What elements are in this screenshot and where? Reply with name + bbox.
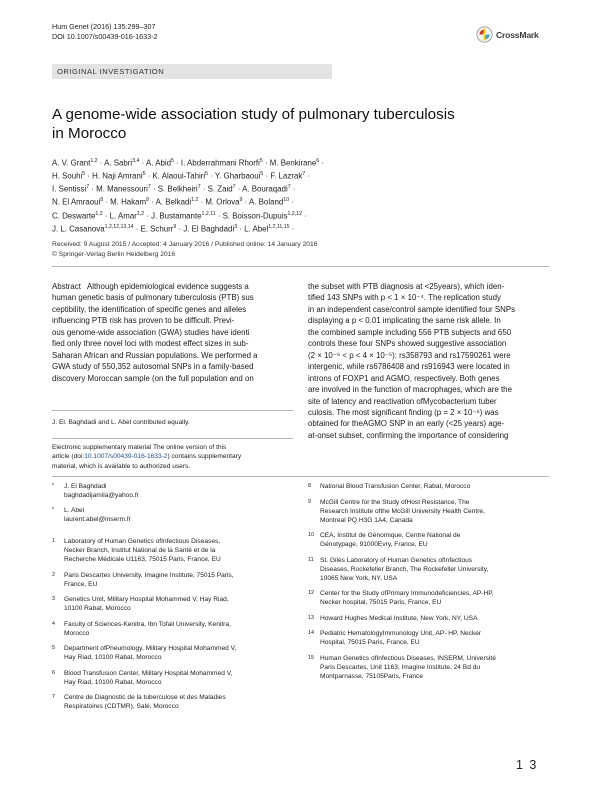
correspondent-email: laurent.abel@inserm.fr <box>64 516 131 523</box>
abstract-right-column <box>308 281 549 441</box>
author-line <box>52 195 422 208</box>
abstract-line: in an independent case/control sample identified four SNPs <box>308 304 516 314</box>
author-affiliation-marks: 7 <box>86 184 90 191</box>
affiliation-text <box>64 571 293 589</box>
abstract-text: discovery Moroccan sample (on the full population and on <box>52 373 254 383</box>
affiliation-text <box>320 482 553 491</box>
abstract-text: ous genome-wide association (GWA) studies have identi <box>52 327 250 337</box>
correspondence-mark: * <box>52 483 55 489</box>
title-line-2: in Morocco <box>52 125 127 142</box>
affiliation-line: Center for the Study ofPrimary Immunodeficiencies, AP-HP, <box>320 590 494 597</box>
correspondent-name: J. El Baghdadi <box>64 483 107 490</box>
title-line-1: A genome-wide association study of pulmonary tuberculosis <box>52 106 455 123</box>
publication-dates <box>52 240 552 259</box>
abstract-text: human genetic basis of pulmonary tuberculosis (PTB) sus <box>52 293 254 303</box>
author-name: J. Bustamante <box>151 211 202 221</box>
affiliation-line: Montreal PQ H3G 1A4, Canada <box>320 516 413 524</box>
affiliation-line: Diseases, Rockefeller Branch, The Rockefeller University, <box>320 565 489 573</box>
author-name: A. V. Grant <box>52 158 91 168</box>
dates-line: Received: 9 August 2015 / Accepted: 4 January 2016 / Published online: 14 January 2016 <box>52 241 318 248</box>
author-list <box>52 156 422 235</box>
abstract-text: GWA study of 550,352 autosomal SNPs in a family-based <box>52 362 254 372</box>
abstract-line: are involved in the function of macrophages, which are the <box>308 385 512 395</box>
affiliation-number: 10 <box>308 532 314 538</box>
author-affiliation-marks: 7 <box>302 171 306 178</box>
affiliation-line: Hospital, 75015 Paris, France, EU <box>320 639 420 646</box>
affiliation-line: St. Giles Laboratory of Human Genetics ofInfectious <box>320 556 473 564</box>
author-separator: · <box>145 171 153 181</box>
affiliation-text <box>320 614 553 623</box>
abstract-text: Saharan African and Russian populations. We performed a <box>52 350 258 360</box>
author-line <box>52 182 422 195</box>
author-separator: · <box>290 184 296 194</box>
affiliation-item <box>308 531 553 549</box>
esm-divider <box>52 438 293 439</box>
author-separator: · <box>242 198 250 207</box>
author-affiliation-marks: 1,2,11,15 <box>268 223 290 230</box>
affiliation-divider <box>52 476 549 477</box>
correspondent <box>52 482 293 502</box>
author-name: L. Abel <box>244 224 269 234</box>
abstract-line <box>52 315 293 326</box>
affiliation-line: Génotypage, 91000Evry, France, EU <box>320 541 428 548</box>
abstract-line <box>52 373 293 384</box>
correspondence-body <box>64 506 293 524</box>
abstract-line: intergenic, while rs6786408 and rs916943 were located in <box>308 362 510 372</box>
copyright-line: © Springer-Verlag Berlin Heidelberg 2016 <box>52 250 176 258</box>
abstract-line <box>52 327 293 338</box>
author-affiliation-marks: 1,2 <box>90 158 98 164</box>
author-affiliation-marks: 7 <box>147 184 151 191</box>
affiliation-line: Research Institute ofthe McGill University Health Centre, <box>320 507 485 515</box>
author-separator: · <box>289 198 294 207</box>
contribution-note: J. El. Baghdadi and L. Abel contributed equally. <box>52 419 190 426</box>
affiliation-line: Laboratory of Human Genetics ofInfectious Diseases, <box>64 538 221 545</box>
affiliation-number: 1 <box>52 538 55 544</box>
affiliation-item <box>308 614 553 623</box>
affiliation-line: Howard Hughes Medical Institute, New York, NY, USA <box>320 614 478 622</box>
abstract-line: the combined sample including 556 PTB subjects and 650 <box>308 327 512 337</box>
crossmark-label: CrossMark <box>496 29 539 40</box>
abstract-text: Although epidemiological evidence suggests a <box>86 282 249 291</box>
author-separator: · <box>263 171 271 181</box>
author-name: M. Hakam <box>110 198 147 207</box>
author-separator: · <box>235 184 243 194</box>
affiliation-line: Respiratoires (CDTMR), Salé, Morocco <box>64 703 179 710</box>
author-affiliation-marks: 5 <box>171 158 174 164</box>
author-affiliation-marks: 5 <box>260 171 264 178</box>
author-affiliation-marks: 5 <box>142 171 146 178</box>
esm-line-3: material, which is available to authorized users. <box>52 462 191 470</box>
author-affiliation-marks: 5 <box>205 171 209 178</box>
author-separator: · <box>97 158 105 168</box>
affiliation-number: 15 <box>308 654 314 661</box>
affiliation-line: Pediatric HematologyImmunology Unit, AP- HP, Necker <box>320 630 482 637</box>
author-separator: · <box>176 224 184 234</box>
author-separator: · <box>144 211 152 221</box>
affiliation-text <box>320 556 553 583</box>
affiliation-text <box>320 498 553 525</box>
correspondence-body <box>64 482 293 500</box>
author-separator: · <box>301 211 307 221</box>
author-name: E. Schurr <box>140 224 174 234</box>
author-separator: · <box>89 184 97 194</box>
affiliation-text <box>320 589 553 607</box>
author-affiliation-marks: 6 <box>316 158 320 164</box>
author-name: K. Alaoui-Tahiri <box>152 171 206 181</box>
doi-line: DOI 10.1007/s00439-016-1633-2 <box>52 32 158 41</box>
correspondent-name: L. Abel <box>64 507 85 514</box>
affiliation-line: Blood Transfusion Center, Military Hospital Mohammed V, <box>64 669 233 677</box>
author-name: L. Amar <box>109 211 137 221</box>
author-affiliation-marks: 1,2 <box>191 197 199 204</box>
author-affiliation-marks: 5 <box>82 171 86 178</box>
affiliation-line: McGill Centre for the Study ofHost Resistance, The <box>320 498 470 506</box>
author-name: S. Belkheiri <box>157 184 198 194</box>
affiliation-number: 4 <box>52 620 55 627</box>
abstract-line <box>52 292 293 303</box>
author-separator: · <box>85 171 93 181</box>
affiliation-line: Morocco <box>64 629 90 637</box>
doi-link[interactable]: 10.1007/s00439-016-1633-2 <box>84 453 168 461</box>
author-separator: · <box>173 158 181 168</box>
affiliation-number: 6 <box>52 669 55 676</box>
esm-line-1: Electronic supplementary material The online version of this <box>52 444 227 451</box>
author-name: I. Sentissi <box>52 184 87 194</box>
journal-line: Hum Genet (2016) 135:299–307 <box>52 22 156 31</box>
affiliation-number: 12 <box>308 590 314 596</box>
author-name: M. Orlova <box>205 198 240 207</box>
affiliation-text <box>64 693 293 711</box>
author-affiliation-marks: 9 <box>239 197 243 204</box>
author-name: H. Souhi <box>52 171 83 181</box>
abstract-line: (2 × 10⁻⁶ < p < 4 × 10⁻⁵): rs358793 and rs17590261 were <box>308 350 511 360</box>
author-affiliation-marks: 1,2,12 <box>287 210 302 217</box>
author-name: A. Sabri <box>104 158 133 168</box>
abstract-line <box>52 281 293 292</box>
affiliation-text <box>64 669 293 687</box>
affiliation-item <box>52 620 293 638</box>
abstract-line: tified 143 SNPs with p < 1 × 10⁻⁴. The replication study <box>308 293 501 303</box>
author-affiliation-marks: 7 <box>232 184 236 191</box>
affiliation-item <box>52 571 293 589</box>
author-affiliation-marks: 1,2,12,13,14 <box>104 223 134 230</box>
author-affiliation-marks: 1,2 <box>95 210 103 217</box>
esm-note <box>52 443 297 471</box>
affiliation-item <box>52 537 293 564</box>
affiliation-item <box>308 498 553 525</box>
affiliation-line: Genetics Unit, Military Hospital Mohammed V, Hay Riad, <box>64 596 229 603</box>
author-affiliation-marks: 1,2,11 <box>201 210 216 217</box>
author-name: J. El Baghdadi <box>183 224 235 234</box>
affiliations-right <box>308 482 553 767</box>
affiliation-number: 7 <box>52 694 55 700</box>
affiliation-text <box>64 644 293 662</box>
abstract-line: introns of FOXP1 and AGMO, respectively. Both genes <box>308 373 500 383</box>
journal-citation <box>52 22 158 42</box>
affiliation-line: 10100 Rabat, Morocco <box>64 605 131 612</box>
author-affiliation-marks: 3,4 <box>132 158 140 164</box>
affiliation-number: 11 <box>308 556 314 563</box>
abstract-left-column <box>52 281 293 384</box>
author-line <box>52 156 422 169</box>
affiliation-item <box>308 629 553 647</box>
abstract-text: fied only three novel loci with modest effect sizes in sub- <box>52 339 249 349</box>
author-name: S. Zaid <box>207 184 233 194</box>
affiliation-text <box>64 620 293 638</box>
author-name: A. Bouraqadi <box>242 184 288 194</box>
page-number: 1 3 <box>516 758 538 772</box>
esm-line-2-pre: article (doi: <box>52 453 85 461</box>
author-affiliation-marks: 7 <box>287 184 291 191</box>
affiliation-line: Hay Riad, 10100 Rabat, Morocco <box>64 678 162 686</box>
author-affiliation-marks: 5 <box>259 158 263 164</box>
author-separator: · <box>149 198 156 207</box>
affiliation-line: France, EU <box>64 580 98 588</box>
crossmark-icon <box>476 26 493 43</box>
affiliation-item <box>52 644 293 662</box>
affiliation-line: Montparnasse, 75105Paris, France <box>320 672 423 680</box>
affiliation-item <box>308 654 553 681</box>
affiliation-line: Centre de Diagnostic de la tuberculose et des Maladies <box>64 694 226 701</box>
correspondent-email: baghdadijamila@yahoo.fr <box>64 492 139 499</box>
author-name: A. Belkadi <box>155 198 192 207</box>
affiliation-item <box>52 595 293 613</box>
correspondence-block <box>52 482 293 542</box>
esm-line-2-post: ) contains supplementary <box>167 453 242 461</box>
abstract-line: at-onset subset, confirming the importance of considering <box>308 430 509 440</box>
author-name: A. Boland <box>249 198 284 207</box>
affiliation-item <box>308 589 553 607</box>
author-separator: · <box>215 211 223 221</box>
affiliation-text <box>320 629 553 647</box>
article-title <box>52 105 532 143</box>
author-separator: · <box>103 198 111 207</box>
author-name: S. Boisson-Dupuis <box>222 211 288 221</box>
author-affiliation-marks: 7 <box>197 184 201 191</box>
author-name: I. Abderrahmani Rhorfi <box>180 158 260 168</box>
author-separator: · <box>208 171 215 181</box>
correspondent <box>52 506 293 526</box>
author-separator: · <box>319 158 324 168</box>
author-affiliation-marks: 10 <box>283 197 290 204</box>
abstract-line <box>52 304 293 315</box>
affiliation-number: 14 <box>308 630 314 636</box>
affiliation-number: 13 <box>308 614 314 621</box>
abstract-line <box>52 361 293 372</box>
author-separator: · <box>262 158 270 168</box>
esm-line-2 <box>52 452 297 461</box>
affiliation-line: Paris Descartes, Unit 1163, Imagine Institute, 24 Bd du <box>320 663 481 671</box>
author-separator: · <box>305 171 311 181</box>
footnote-divider <box>52 410 293 411</box>
affiliation-line: Paris Descartes University, Imagine Institute, 75015 Paris, <box>64 571 234 579</box>
author-separator: · <box>198 198 206 207</box>
author-affiliation-marks: 8 <box>146 197 149 204</box>
abstract-line <box>52 338 293 349</box>
author-separator: · <box>139 158 146 168</box>
affiliation-number: 3 <box>52 596 55 602</box>
affiliation-text <box>320 654 553 681</box>
author-separator: · <box>102 211 110 221</box>
abstract-line: culosis. The most significant finding (p = 2 × 10⁻⁶) was <box>308 407 499 417</box>
affiliation-text <box>64 537 293 564</box>
affiliation-number: 5 <box>52 645 55 651</box>
author-line <box>52 222 422 235</box>
author-separator: · <box>150 184 158 194</box>
affiliation-line: Recherche Médicale U1163, 75015 Paris, France, EU <box>64 556 221 563</box>
abstract-text: influencing PTB risk has proven to be difficult. Previ- <box>52 316 235 326</box>
author-affiliation-marks: 9 <box>173 223 177 230</box>
author-separator: · <box>133 224 141 234</box>
abstract-text: ceptibility, the identification of specific genes and alleles <box>52 304 247 314</box>
abstract-line <box>52 350 293 361</box>
affiliation-text <box>320 531 553 549</box>
abstract-label: Abstract <box>52 282 81 291</box>
author-separator: · <box>289 224 295 234</box>
affiliation-item <box>308 482 553 491</box>
author-name: M. Manessouri <box>96 184 148 194</box>
affiliation-number: 9 <box>308 498 311 505</box>
affiliation-text <box>64 595 293 613</box>
author-line <box>52 209 422 222</box>
author-affiliation-marks: 1,2 <box>136 210 145 217</box>
abstract-line: displaying a p < 0.01 implicating the same risk allele. In <box>308 316 501 326</box>
author-name: C. Deswarte <box>52 211 96 221</box>
author-affiliation-marks: 8 <box>100 197 104 204</box>
author-name: Y. Gharbaoui <box>214 171 261 181</box>
author-name: F. Lazrak <box>270 171 303 181</box>
affiliation-item <box>52 693 293 711</box>
abstract-line: the subset with PTB diagnosis at <25years), which iden- <box>308 282 505 291</box>
affiliation-line: National Blood Transfusion Center, Rabat, Morocco <box>320 483 471 490</box>
affiliation-line: Human Genetics ofInfectious Diseases, INSERM, Université <box>320 654 496 662</box>
affiliation-item <box>308 556 553 583</box>
affiliation-line: Faculty of Sciences-Kenitra, Ibn Tofail University, Kenitra, <box>64 620 231 628</box>
affiliation-line: Department ofPneumology, Military Hospital Mohammed V, <box>64 645 237 652</box>
author-line <box>52 169 422 182</box>
author-name: N. El Amraoui <box>52 198 101 207</box>
abstract-line: site of latency and reactivation ofMycobacterium tuber <box>308 396 497 406</box>
affiliation-line: Necker Branch, Institut National de la Santé et de la <box>64 547 216 554</box>
author-name: J. L. Casanova <box>52 224 105 234</box>
affiliations-left <box>52 537 293 767</box>
affiliation-number: 8 <box>308 483 311 489</box>
affiliation-number: 2 <box>52 571 55 578</box>
author-name: M. Benkirane <box>269 158 317 168</box>
author-name: A. Abid <box>145 158 171 168</box>
header-divider <box>52 266 549 267</box>
affiliation-line: Necker hospital, 75015 Paris, France, EU <box>320 599 442 606</box>
section-label: ORIGINAL INVESTIGATION <box>57 67 165 76</box>
affiliation-line: Hay Riad, 10100 Rabat, Morocco <box>64 654 162 661</box>
correspondence-mark: * <box>52 507 55 513</box>
abstract-line: obtained for theAGMO SNP in an early (<25 years) age- <box>308 419 505 429</box>
affiliation-item <box>52 669 293 687</box>
abstract-line: controls these four SNPs showed suggestive association <box>308 339 507 349</box>
affiliation-line: CEA, Institut de Génomique, Centre National de <box>320 532 461 539</box>
crossmark-badge[interactable] <box>476 26 539 43</box>
affiliation-line: 10065 New York, NY, USA <box>320 574 398 582</box>
author-separator: · <box>237 224 245 234</box>
author-separator: · <box>200 184 208 194</box>
author-name: H. Naji Amrani <box>92 171 143 181</box>
author-affiliation-marks: 3 <box>234 223 238 230</box>
